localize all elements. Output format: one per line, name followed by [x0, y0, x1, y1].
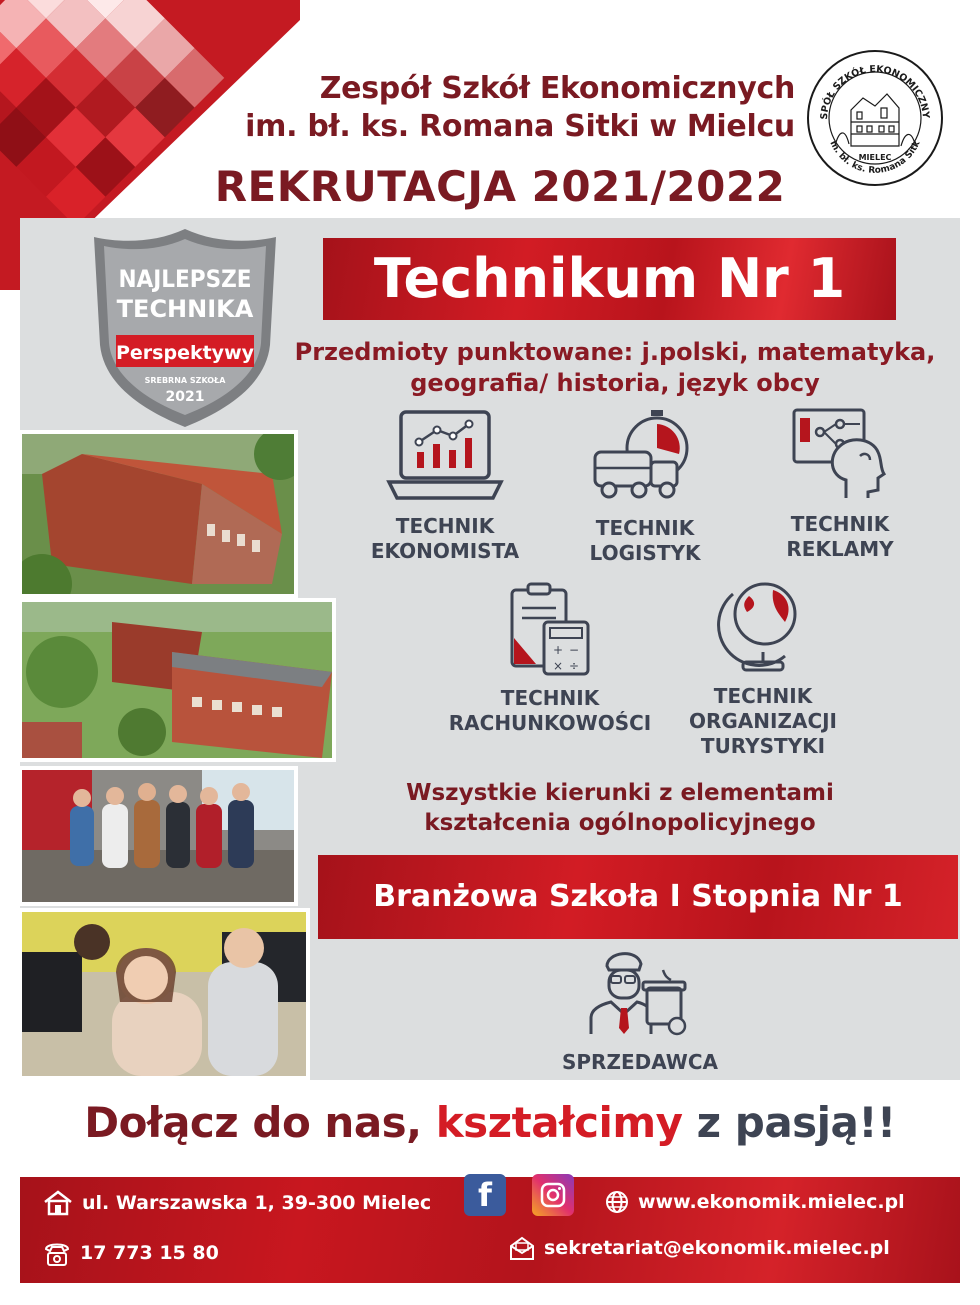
profession-line1: TECHNIK: [395, 514, 495, 538]
badge-line1: NAJLEPSZE: [118, 265, 252, 293]
email[interactable]: [508, 1235, 890, 1261]
profession-line2: EKONOMISTA: [370, 539, 520, 563]
phone-icon: [42, 1239, 72, 1267]
profession-technik-ekonomista: [345, 408, 545, 564]
address: [42, 1189, 431, 1217]
svg-text:×: ×: [552, 659, 564, 673]
school-seal: [805, 48, 945, 188]
address-text: ul. Warszawska 1, 39-300 Mielec: [82, 1192, 432, 1214]
profession-sprzedawca-label: SPRZEDAWCA: [561, 1050, 719, 1074]
profession-line3: TURYSTYKI: [700, 734, 826, 758]
website[interactable]: [604, 1189, 905, 1215]
profession-line2: REKLAMY: [786, 537, 894, 561]
envelope-icon: [508, 1235, 536, 1261]
best-technical-schools-badge: [90, 225, 280, 430]
facebook-link[interactable]: [464, 1174, 506, 1216]
profession-line1: TECHNIK: [500, 686, 600, 710]
profession-line2: LOGISTYK: [589, 541, 701, 565]
svg-text:÷: ÷: [568, 659, 580, 673]
svg-text:−: −: [568, 643, 580, 657]
profession-line2: RACHUNKOWOŚCI: [448, 711, 652, 735]
photo-school-campus-aerial: [18, 598, 336, 762]
general-education-note-line2: kształcenia ogólnopolicyjnego: [424, 810, 816, 836]
slogan-part1: Dołącz do nas,: [84, 1098, 436, 1147]
slogan-part3: z pasją!!: [682, 1098, 896, 1147]
photo-students-computer-lab: [18, 908, 310, 1080]
seal-city: MIELEC: [858, 153, 892, 162]
website-text[interactable]: www.ekonomik.mielec.pl: [638, 1191, 905, 1213]
school-name-line1: Zespół Szkół Ekonomicznych: [319, 71, 795, 106]
scored-subjects-line1: Przedmioty punktowane: j.polski, matematyka,: [294, 338, 936, 366]
badge-year: 2021: [165, 389, 205, 405]
general-education-note: [330, 778, 910, 838]
globe-web-icon: [604, 1189, 630, 1215]
seal-bottom-text: m. bł. ks. Romana Sitk: [827, 139, 923, 176]
instagram-link[interactable]: [532, 1174, 574, 1216]
phone-text[interactable]: 17 773 15 80: [80, 1242, 219, 1264]
badge-brand: Perspektywy: [115, 342, 255, 364]
photo-students-walking: [18, 766, 298, 906]
seal-top-text: SPÓŁ SZKÓŁ EKONOMICZNY: [818, 63, 932, 120]
profession-technik-organizacji-turystyki: [663, 574, 863, 759]
facebook-icon: f: [478, 1176, 492, 1214]
clipboard-calculator-icon: [500, 582, 600, 676]
scored-subjects: [270, 337, 960, 399]
profession-technik-reklamy: [740, 406, 940, 562]
instagram-icon: [539, 1181, 567, 1209]
salesman-icon: [585, 948, 695, 1038]
profession-line2: ORGANIZACJI: [688, 709, 838, 733]
profession-line1: TECHNIK: [713, 684, 813, 708]
slogan-highlight: kształcimy: [435, 1098, 683, 1147]
profession-sprzedawca: [540, 948, 740, 1075]
scored-subjects-line2: geografia/ historia, język obcy: [410, 369, 820, 397]
home-icon: [42, 1189, 74, 1217]
profession-technik-rachunkowosci: [432, 582, 668, 736]
photo-school-building-aerial: [18, 430, 298, 598]
badge-grade: SREBRNA SZKOŁA: [144, 376, 226, 385]
contact-footer: [20, 1177, 960, 1283]
school-name: [215, 70, 795, 146]
profession-line1: TECHNIK: [595, 516, 695, 540]
phone[interactable]: [42, 1239, 219, 1267]
technikum-title-banner: Technikum Nr 1: [323, 238, 896, 320]
profession-line1: TECHNIK: [790, 512, 890, 536]
recruitment-title: REKRUTACJA 2021/2022: [214, 162, 786, 211]
general-education-note-line1: Wszystkie kierunki z elementami: [406, 780, 834, 806]
join-us-slogan: [20, 1098, 960, 1147]
laptop-chart-icon: [385, 408, 505, 504]
globe-icon: [713, 574, 813, 674]
profession-technik-logistyk: [545, 408, 745, 566]
badge-line2: TECHNIKA: [116, 295, 254, 323]
truck-stopwatch-icon: [585, 408, 705, 506]
email-text[interactable]: sekretariat@ekonomik.mielec.pl: [544, 1237, 890, 1259]
svg-text:+: +: [552, 643, 564, 657]
head-presentation-icon: [780, 406, 900, 502]
branzowa-title-banner: Branżowa Szkoła I Stopnia Nr 1: [318, 855, 958, 939]
school-name-line2: im. bł. ks. Romana Sitki w Mielcu: [245, 109, 795, 144]
